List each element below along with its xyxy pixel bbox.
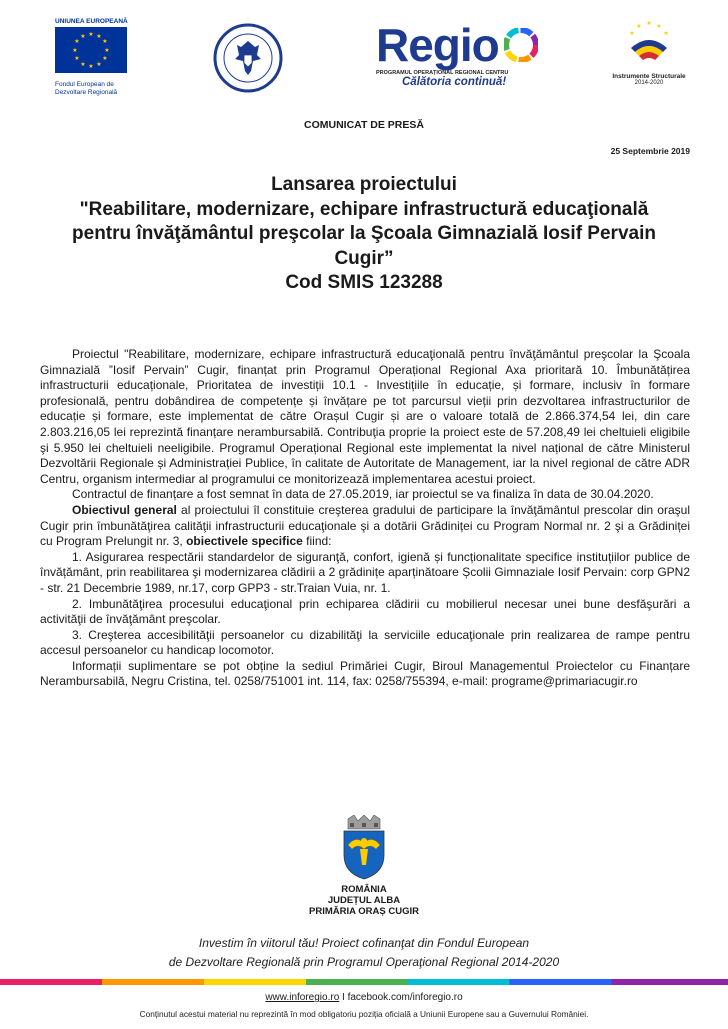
eu-flag-icon: [55, 27, 127, 73]
issuer-county: JUDEȚUL ALBA: [327, 895, 401, 906]
paragraph-contact-info: Informații suplimentare se pot obține la sediul Primăriei Cugir, Biroul Managementul Proiectelor cu Finanțare Nerambursabilă, Negru Cristina, tel. 0258/751001 int. 114, fax: 0258/755394, e-mail: programe@primariacugir.ro: [40, 658, 690, 689]
issuer-country: ROMÂNIA: [341, 884, 387, 895]
structural-instruments-years: 2014-2020: [634, 80, 664, 86]
svg-text:★: ★: [88, 31, 94, 38]
release-date: 25 Septembrie 2019: [610, 146, 690, 156]
regio-color-wheel-icon: [504, 28, 538, 62]
funding-slogan-line-1: Investim în viitorul tău! Proiect cofinanţat din Fondul European: [198, 936, 530, 950]
regio-logo-tagline: Călătoria continuă!: [402, 76, 507, 88]
svg-text:★: ★: [72, 47, 78, 54]
eu-logo-fund-line1: Fondul European de: [55, 81, 114, 88]
paragraph-contract: Contractul de finanțare a fost semnat în data de 27.05.2019, iar proiectul se va finaliza în data de 30.04.2020.: [72, 487, 654, 502]
legal-disclaimer: Conținutul acestui material nu reprezintă în mod obligatoriu poziția oficială a Uniunii Europene sau a Guvernului României.: [139, 1009, 589, 1019]
funding-slogan: [0, 934, 728, 972]
regio-logo: [376, 19, 546, 94]
svg-text:★: ★: [80, 33, 86, 40]
svg-text:★: ★: [74, 38, 80, 45]
svg-text:★: ★: [102, 55, 108, 62]
title-smis-code: Cod SMIS 123288: [285, 272, 443, 293]
objectives-intro-end: fiind:: [302, 534, 332, 549]
svg-text:★: ★: [629, 30, 635, 37]
document-body: [40, 347, 690, 690]
svg-text:★: ★: [96, 33, 102, 40]
funding-slogan-line-2: de Dezvoltare Regională prin Programul Operaţional Regional 2014-2020: [168, 955, 560, 969]
svg-text:★: ★: [104, 47, 110, 54]
links-separator: I: [339, 992, 348, 1003]
structural-instruments-logo: [604, 18, 694, 86]
eu-logo-title: UNIUNEA EUROPEANĂ: [55, 18, 128, 25]
title-line-4: Cugir”: [334, 247, 394, 269]
facebook-link[interactable]: facebook.com/inforegio.ro: [347, 992, 463, 1003]
eu-logo-fund-line2: Dezvoltare Regională: [55, 89, 118, 96]
svg-text:★: ★: [74, 55, 80, 62]
inforegio-website-link[interactable]: www.inforegio.ro: [265, 992, 340, 1003]
regio-logo-word: Regio: [376, 19, 499, 71]
title-line-1: Lansarea proiectului: [271, 174, 457, 195]
document-title: [40, 173, 688, 296]
footer-links: [0, 992, 728, 1003]
svg-text:★: ★: [80, 61, 86, 68]
title-line-2: "Reabilitare, modernizare, echipare infrastructură educaţională: [79, 198, 649, 220]
svg-text:★: ★: [88, 63, 94, 70]
title-line-3: pentru învăţământul preşcolar la Şcoala Gimnazială Iosif Pervain: [72, 223, 656, 244]
regio-logo-program: PROGRAMUL OPERAȚIONAL REGIONAL CENTRU: [376, 70, 509, 76]
paragraph-project-description: Proiectul "Reabilitare, modernizare, echipare infrastructură educaţională pentru învăţământul preşcolar la Şcoala Gimnazială ”Iosif Pervain” Cugir, finanțat prin Programul Operațional Regional Axa prioritară 10. Îmbunătățirea infrastructurii educaționale, Prioritatea de investiții 10.1 - Investițiile în educație, și formare, inclusiv în formare profesională, pentru dobândirea de competențe și învățare pe tot parcursul vieții prin dezvoltarea infrastructurilor de educație și formare, este implementat de către Orașul Cugir și are o valoare totală de 2.866.374,54 lei, din care 2.803.216,05 lei reprezintă finanțare nerambursabilă. Contribuţia proprie la proiect este de 57.208,49 lei cheltuieli eligibile şi 5.950 lei cheltuieli neeligibile. Programul Operațional Regional este implementat la nivel național de către Ministerul Dezvoltării Regionale și Administrației Publice, în calitate de Autoritate de Management, iar la nivel regional de către ADR Centru, organism intermediar al programului ce monitorizează implementarea acestui proiect.: [40, 347, 690, 486]
general-objective-label: Obiectivul general: [72, 502, 177, 517]
issuer-town-hall: PRIMĂRIA ORAȘ CUGIR: [309, 906, 419, 917]
objective-item-2: 2. Imbunătăţirea procesului educaţional prin echiparea clădirii cu mobilierul necesar unei bune desfăşurări a activităţii de învăţământ preşcolar.: [40, 596, 690, 627]
general-objective-text: al proiectului îl constituie creşterea gradului de participare la învăţământul prescolar din oraşul Cugir prin îmbunătăţirea calităţii infrastructurii educaţionale şi a dotării Grădiniței cu Program Normal nr. 2 şi a Grădiniței cu Program Prelungit nr. 3,: [40, 502, 690, 549]
structural-instruments-icon: [623, 18, 675, 66]
objective-item-1: 1. Asigurarea respectării standardelor de siguranţă, confort, igienă și funcționalitate specifice instituțiilor publice de învățământ, prin reabilitarea şi modernizarea clădirii a 2 grădinițe aparținătoare Școlii Gimnaziale Iosif Pervain: corp GPN2 - str. 21 Decembrie 1989, nr.17, corp GPP3 - str.Traian Vuia, nr. 1.: [40, 549, 690, 595]
svg-text:★: ★: [656, 23, 662, 30]
svg-text:★: ★: [663, 30, 669, 37]
svg-text:★: ★: [96, 61, 102, 68]
issuer-block: [0, 884, 728, 917]
paragraph-objectives: [40, 503, 690, 550]
press-release-label: COMUNICAT DE PRESĂ: [304, 119, 424, 131]
structural-instruments-label: Instrumente Structurale: [612, 73, 686, 80]
svg-text:★: ★: [636, 23, 642, 30]
svg-text:★: ★: [102, 38, 108, 45]
specific-objectives-label: obiectivele specifice: [186, 534, 303, 549]
objective-item-3: 3. Creşterea accesibilităţii persoanelor cu dizabilităţi la serviciile educaţionale prin realizarea de rampe pentru accesul persoanelor cu handicap locomotor.: [40, 627, 690, 658]
eu-logo: [55, 18, 135, 97]
color-stripe: [0, 979, 728, 985]
logo-header: [0, 0, 728, 110]
svg-text:★: ★: [646, 20, 652, 27]
government-seal-icon: [213, 23, 283, 93]
cugir-coat-of-arms-icon: [340, 815, 388, 881]
